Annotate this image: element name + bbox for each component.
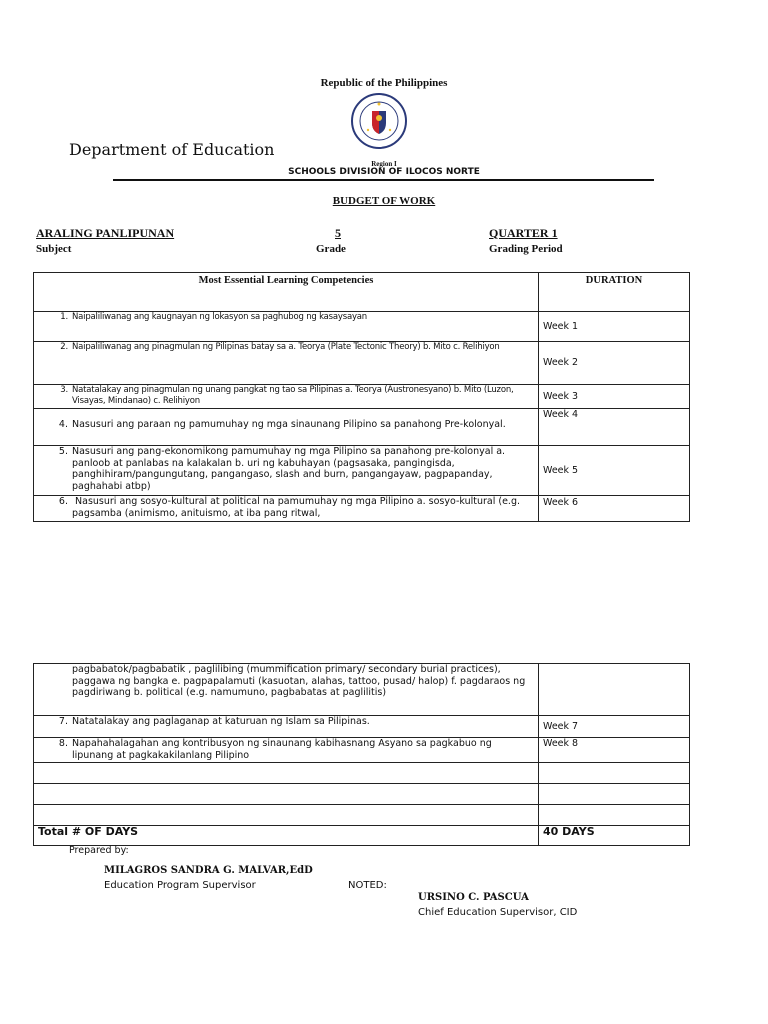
competency-text: Naipaliliwanag ang pinagmulan ng Pilipinas batay sa a. Teorya (Plate Tectonic Theory) b. Mito c. Relihiyon bbox=[72, 342, 500, 352]
table-row bbox=[34, 312, 690, 342]
empty-cell bbox=[34, 784, 539, 805]
preparer-title: Education Program Supervisor bbox=[104, 880, 256, 891]
grade-value: 5 bbox=[335, 226, 341, 240]
deped-seal-icon bbox=[350, 92, 408, 150]
week-cell: Week 8 bbox=[539, 738, 690, 763]
duration-header: DURATION bbox=[539, 273, 690, 312]
table-row bbox=[34, 805, 690, 826]
budget-table-continued bbox=[33, 663, 690, 846]
noted-label: NOTED: bbox=[348, 880, 387, 891]
empty-cell bbox=[539, 763, 690, 784]
empty-cell bbox=[34, 805, 539, 826]
table-row bbox=[34, 664, 690, 716]
department-title: Department of Education bbox=[69, 140, 275, 159]
table-row bbox=[34, 385, 690, 409]
noter-title: Chief Education Supervisor, CID bbox=[418, 907, 578, 918]
competency-cell: 2. Naipaliliwanag ang pinagmulan ng Pilipinas batay sa a. Teorya (Plate Tectonic Theory) b. Mito c. Relihiyon bbox=[34, 342, 539, 385]
empty-cell bbox=[539, 805, 690, 826]
table-row bbox=[34, 716, 690, 738]
total-label: Total # OF DAYS bbox=[34, 826, 539, 846]
period-label: Grading Period bbox=[489, 243, 563, 255]
week-cell: Week 2 bbox=[539, 342, 690, 385]
competency-text: Natatalakay ang pinagmulan ng unang pangkat ng tao sa Pilipinas a. Teorya (Austronesyano) b. Mito (Luzon, Visayas, Mindanao) c. Relihiyon bbox=[72, 385, 514, 406]
competency-text: Naipaliliwanag ang kaugnayan ng lokasyon sa paghubog ng kasaysayan bbox=[72, 312, 367, 322]
competency-text: Napahahalagahan ang kontribusyon ng sinaunang kabihasnang Asyano sa pagkabuo ng lipunang at pagkakakilanlang Pilipino bbox=[72, 738, 492, 761]
competencies-header: Most Essential Learning Competencies bbox=[34, 273, 539, 312]
competency-text: Natatalakay ang paglaganap at katuruan ng Islam sa Pilipinas. bbox=[72, 716, 370, 727]
noter-name: URSINO C. PASCUA bbox=[418, 892, 529, 903]
document-title: BUDGET OF WORK bbox=[332, 195, 436, 207]
subject-value: ARALING PANLIPUNAN bbox=[36, 226, 175, 240]
week-cell: Week 3 bbox=[539, 385, 690, 409]
subject-label: Subject bbox=[36, 243, 72, 255]
period-value: QUARTER 1 bbox=[489, 226, 558, 240]
week-cell: Week 7 bbox=[539, 716, 690, 738]
competency-continued-cell: pagbabatok/pagbabatik , paglilibing (mummification primary/ secondary burial practices), paggawa ng bangka e. pagpapalamuti (kasuotan, alahas, tattoo, pusad/ halop) f. pagdaraos ng pagdiriwang b. political (e.g. namumuno, pagbabatas at paglilitis) bbox=[34, 664, 539, 716]
republic-heading: Republic of the Philippines bbox=[320, 77, 448, 89]
total-value: 40 DAYS bbox=[539, 826, 690, 846]
table-row bbox=[34, 409, 690, 446]
prepared-by-label: Prepared by: bbox=[69, 845, 129, 856]
table-row bbox=[34, 496, 690, 522]
competency-text: Nasusuri ang paraan ng pamumuhay ng mga sinaunang Pilipino sa panahong Pre-kolonyal. bbox=[72, 419, 506, 430]
competency-cell: 1. Naipaliliwanag ang kaugnayan ng lokasyon sa paghubog ng kasaysayan bbox=[34, 312, 539, 342]
table-row bbox=[34, 763, 690, 784]
grade-label: Grade bbox=[316, 243, 346, 255]
table-row bbox=[34, 784, 690, 805]
total-row bbox=[34, 826, 690, 846]
budget-table bbox=[33, 272, 690, 522]
competency-cell: 4. Nasusuri ang paraan ng pamumuhay ng mga sinaunang Pilipino sa panahong Pre-kolonyal. bbox=[34, 409, 539, 446]
empty-cell bbox=[539, 784, 690, 805]
competency-text: Nasusuri ang sosyo-kultural at political na pamumuhay ng mga Pilipino a. sosyo-kultural (e.g. pagsamba (animismo, anituismo, at iba pang ritwal, bbox=[72, 496, 520, 519]
table-row bbox=[34, 738, 690, 763]
header-divider bbox=[113, 179, 654, 181]
division-label: SCHOOLS DIVISION OF ILOCOS NORTE bbox=[288, 167, 480, 177]
competency-text: Nasusuri ang pang-ekonomikong pamumuhay ng mga Pilipino sa panahong pre-kolonyal a. panloob at panlabas na kalakalan b. uri ng kabuhayan (pagsasaka, pangingisda, panghihiram/pangungutang, pangangaso, slash and burn, pangangayaw, pagpapanday, paghahabi atbp) bbox=[72, 446, 506, 492]
week-cell: Week 5 bbox=[539, 446, 690, 496]
competency-cell: 8. Napahahalagahan ang kontribusyon ng sinaunang kabihasnang Asyano sa pagkabuo ng lipunang at pagkakakilanlang Pilipino bbox=[34, 738, 539, 763]
table-row bbox=[34, 342, 690, 385]
region-label: Region I bbox=[371, 160, 397, 168]
competency-cell: 7. Natatalakay ang paglaganap at katuruan ng Islam sa Pilipinas. bbox=[34, 716, 539, 738]
week-cell: Week 6 bbox=[539, 496, 690, 522]
week-cell bbox=[539, 664, 690, 716]
competency-cell: 5. Nasusuri ang pang-ekonomikong pamumuhay ng mga Pilipino sa panahong pre-kolonyal a. panloob at panlabas na kalakalan b. uri ng kabuhayan (pagsasaka, pangingisda, panghihiram/pangungutang, pangangaso, slash and burn, pangangayaw, pagpapanday, paghahabi atbp) bbox=[34, 446, 539, 496]
preparer-name: MILAGROS SANDRA G. MALVAR,EdD bbox=[104, 865, 313, 876]
competency-cell: 3. Natatalakay ang pinagmulan ng unang pangkat ng tao sa Pilipinas a. Teorya (Austronesyano) b. Mito (Luzon, Visayas, Mindanao) c. Relihiyon bbox=[34, 385, 539, 409]
competency-cell: 6. Nasusuri ang sosyo-kultural at political na pamumuhay ng mga Pilipino a. sosyo-kultural (e.g. pagsamba (animismo, anituismo, at iba pang ritwal, bbox=[34, 496, 539, 522]
table-header-row bbox=[34, 273, 690, 312]
week-cell: Week 4 bbox=[539, 409, 690, 446]
empty-cell bbox=[34, 763, 539, 784]
week-cell: Week 1 bbox=[539, 312, 690, 342]
table-row bbox=[34, 446, 690, 496]
